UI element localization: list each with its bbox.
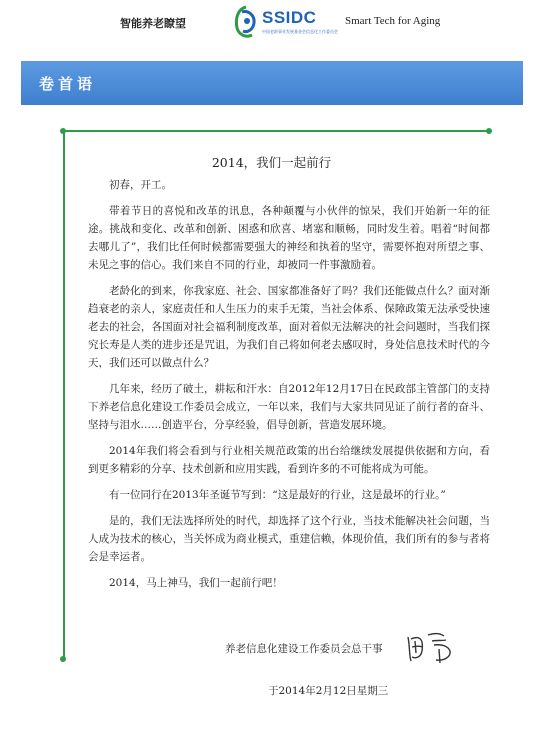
article-date: 于2014年2月12日星期三	[268, 685, 389, 697]
header-right-text: Smart Tech for Aging	[345, 15, 441, 27]
page-header	[0, 0, 543, 50]
handwritten-signature	[404, 627, 456, 667]
frame-corner-dot	[60, 128, 66, 134]
frame-end-dot-bottom	[60, 656, 66, 662]
paragraph: 2014，马上神马，我们一起前行吧！	[109, 577, 283, 589]
article-title: 2014，我们一起前行	[211, 155, 332, 170]
banner-title: 卷首语	[39, 75, 97, 93]
logo-subtext: 中国老龄事业发展基金会信息化工作委员会	[262, 29, 338, 34]
paragraph: 初春，开工。	[109, 179, 172, 191]
paragraph: 带着节日的喜悦和改革的讯息，各种颠覆与小伙伴的惊呆，我们开始新一年的征途。挑战和变化、改革和创新、困惑和欣喜、堵塞和顺畅，同时发生着。唱着“时间都去哪儿了”，我们比任何时候都需要强大的神经和执着的坚守，需要怀抱对所望之事、未见之事的信心。我们来自不同的行业，却被同一件事激励着。	[88, 205, 490, 271]
paragraph: 是的，我们无法选择所处的时代，却选择了这个行业，当技术能解决社会问题，当人成为技术的核心，当关怀成为商业模式，重建信赖，体现价值，我们所有的参与者将会是幸运者。	[88, 515, 490, 563]
ssidc-logo	[232, 4, 338, 44]
signatory: 养老信息化建设工作委员会总干事	[225, 643, 383, 655]
section-banner	[21, 61, 523, 105]
paragraph: 老龄化的到来，你我家庭、社会、国家都准备好了吗？我们还能做点什么？面对渐趋衰老的亲人，家庭责任和人生压力的束手无策，当社会体系、保障政策无法承受快速老去的社会，各国面对社会福利制度改革，面对着似无法解决的社会问题时，当我们探究长寿是人类的进步还是咒诅，为我们自己将如何老去感叹时，身处信息技术时代的今天，我们还可以做点什么？	[88, 285, 490, 369]
logo-text: SSIDC	[262, 8, 317, 27]
header-left-text: 智能养老瞭望	[120, 17, 186, 30]
frame-top-line	[63, 130, 489, 132]
paragraph: 几年来，经历了破土，耕耘和汗水：自2012年12月17日在民政部主管部门的支持下养老信息化建设工作委员会成立，一年以来，我们与大家共同见证了前行者的奋斗、坚持与泪水……创造平台，分享经验，倡导创新，营造发展环境。	[88, 383, 490, 431]
paragraph: 有一位同行在2013年圣诞节写到：“这是最好的行业，这是最坏的行业。”	[109, 489, 446, 501]
logo-emblem-icon	[232, 4, 260, 40]
frame-left-line	[63, 130, 65, 660]
article-body	[88, 176, 490, 600]
paragraph: 2014年我们将会看到与行业相关规范政策的出台给继续发展提供依据和方向，看到更多精彩的分享、技术创新和应用实践，看到许多的不可能将成为可能。	[88, 445, 490, 475]
frame-end-dot-right	[486, 128, 492, 134]
